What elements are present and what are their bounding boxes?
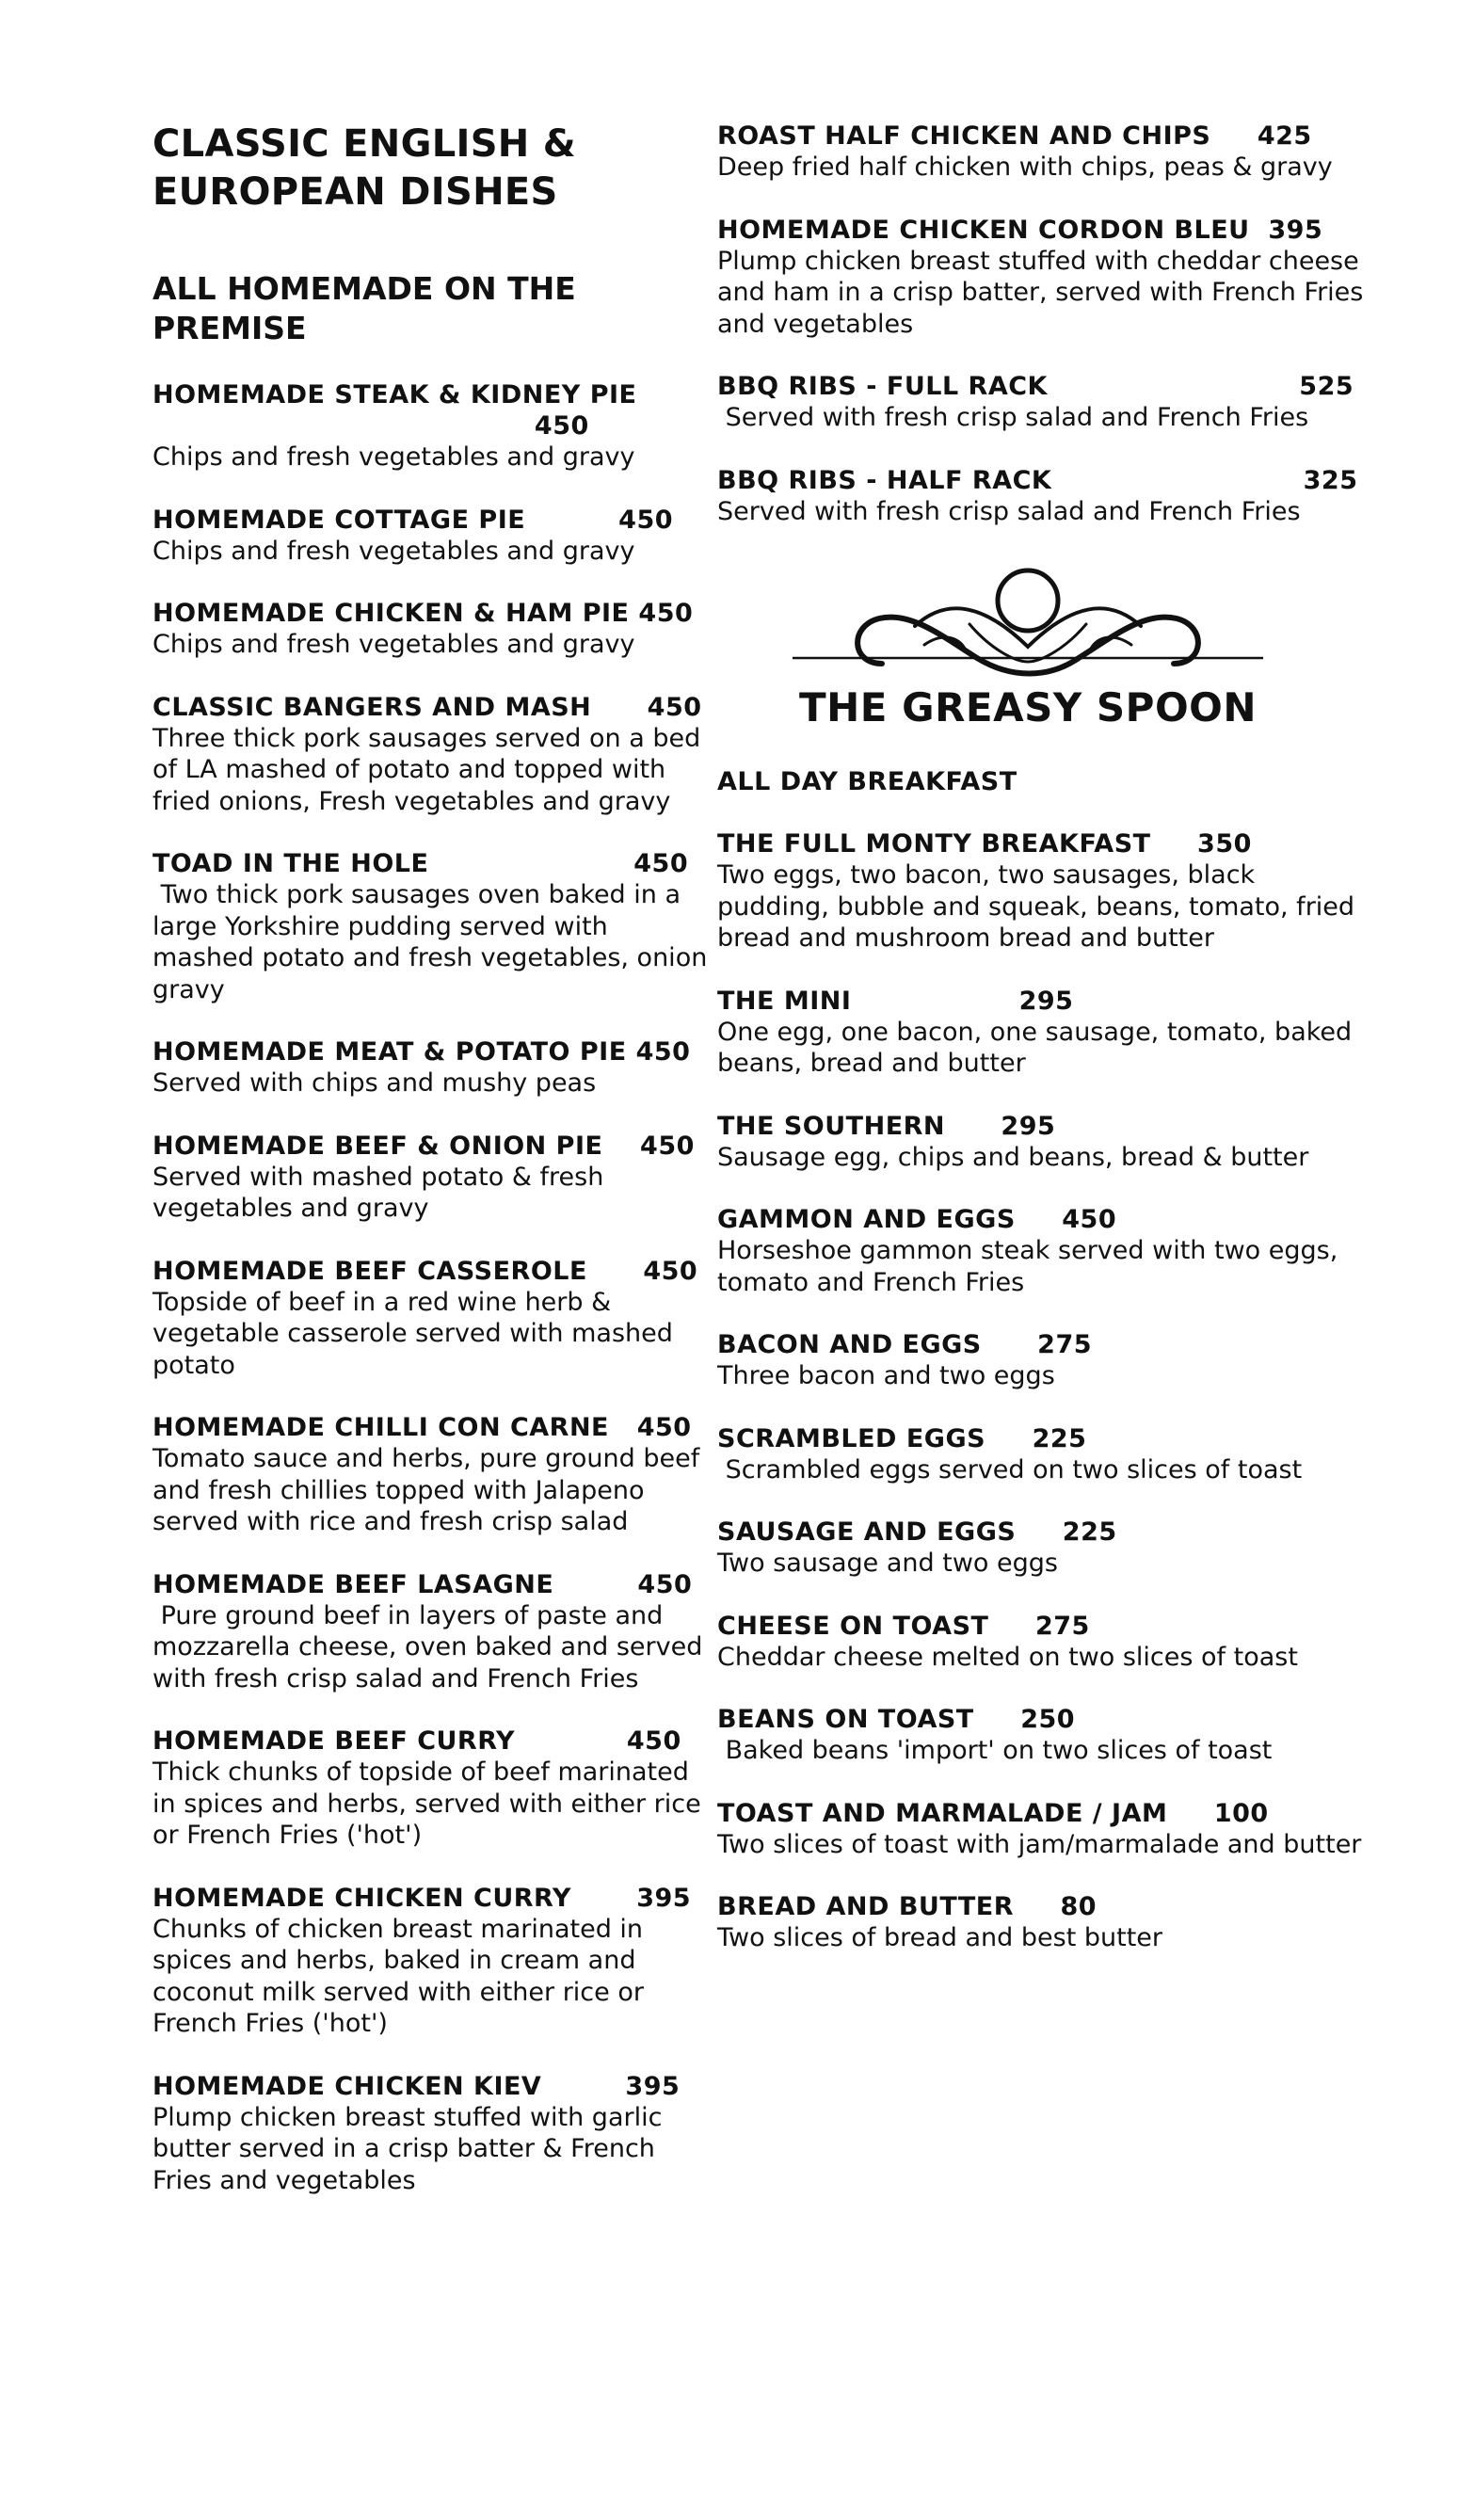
menu-item [152, 1256, 710, 1382]
menu-item [152, 598, 710, 661]
menu-item-name: BBQ RIBS - HALF RACK 325 [717, 465, 1358, 495]
menu-item [717, 1704, 1367, 1767]
menu-item-desc: Tomato sauce and herbs, pure ground beef and fresh chillies topped with Jalapeno served with rice and fresh crisp salad [152, 1444, 708, 1537]
menu-item-name: CLASSIC BANGERS AND MASH 450 [152, 692, 702, 722]
menu-item-name: GAMMON AND EGGS 450 [717, 1205, 1117, 1234]
menu-item-name: HOMEMADE CHICKEN CURRY 395 [152, 1883, 692, 1913]
menu-item [717, 1111, 1367, 1174]
menu-item-desc: Served with fresh crisp salad and French Fries [717, 496, 1301, 526]
menu-item-desc: Chunks of chicken breast marinated in spices and herbs, baked in cream and coconut milk served with either rice or French Fries ('hot') [152, 1914, 652, 2039]
menu-item-desc: Three bacon and two eggs [717, 1361, 1055, 1390]
menu-item-desc: Scrambled eggs served on two slices of toast [717, 1454, 1303, 1485]
menu-item [717, 1798, 1367, 1861]
menu-item-name: BREAD AND BUTTER 80 [717, 1892, 1097, 1921]
menu-item [152, 2071, 710, 2197]
menu-item-name: HOMEMADE BEEF CASSEROLE 450 [152, 1256, 698, 1286]
menu-item-desc: Pure ground beef in layers of paste and mozzarella cheese, oven baked and served with fresh crisp salad and French Fries [152, 1600, 711, 1693]
menu-item-desc: Served with mashed potato & fresh vegetables and gravy [152, 1162, 612, 1224]
menu-item-desc: Chips and fresh vegetables and gravy [152, 442, 635, 473]
menu-item-desc: Two sausage and two eggs [717, 1549, 1058, 1578]
menu-item [717, 371, 1367, 434]
menu-item-desc: Served with fresh crisp salad and French Fries [717, 403, 1309, 432]
menu-item-name: BEANS ON TOAST 250 [717, 1705, 1076, 1734]
menu-item-name: HOMEMADE MEAT & POTATO PIE 450 [152, 1037, 691, 1067]
menu-item-desc: Chips and fresh vegetables and gravy [152, 536, 635, 566]
menu-item-name: BBQ RIBS - FULL RACK 525 [717, 372, 1354, 401]
menu-item-name: TOAST AND MARMALADE / JAM 100 [717, 1798, 1269, 1828]
menu-item-name: HOMEMADE COTTAGE PIE 450 [152, 505, 674, 535]
menu-item-name: HOMEMADE CHILLI CON CARNE 450 [152, 1413, 692, 1443]
breakfast-section-heading: ALL DAY BREAKFAST [717, 767, 1017, 796]
menu-item-desc: Two slices of bread and best butter [717, 1923, 1163, 1952]
mains-list [717, 120, 1371, 527]
menu-item-desc: One egg, one bacon, one sausage, tomato, baked beans, bread and butter [717, 1017, 1360, 1078]
menu-item-name: SAUSAGE AND EGGS 225 [717, 1517, 1117, 1547]
menu-item-name: HOMEMADE STEAK & KIDNEY PIE 450 [152, 380, 637, 441]
menu-item-desc: Thick chunks of topside of beef marinated in spices and herbs, served with either rice or French Fries ('hot') [152, 1758, 710, 1851]
menu-item-desc: Three thick pork sausages served on a bed of LA mashed of potato and topped with fried onions, Fresh vegetables and gravy [152, 723, 709, 816]
menu-item [717, 1204, 1367, 1298]
menu-item [152, 1725, 710, 1852]
menu-item [152, 1569, 710, 1695]
menu-subtitle: ALL HOMEMADE ON THE PREMISE [152, 269, 576, 346]
menu-item [717, 215, 1371, 341]
menu-item-name: HOMEMADE CHICKEN & HAM PIE 450 [152, 599, 694, 629]
menu-item [717, 1517, 1367, 1580]
menu-item-name: ROAST HALF CHICKEN AND CHIPS 425 [717, 121, 1312, 151]
menu-item [717, 986, 1367, 1080]
menu-item-name: CHEESE ON TOAST 275 [717, 1611, 1090, 1641]
menu-item-desc: Topside of beef in a red wine herb & vegetable casserole served with mashed potato [152, 1287, 681, 1380]
menu-item [152, 1036, 710, 1099]
menu-item-desc: Plump chicken breast stuffed with cheddar cheese and ham in a crisp batter, served with French Fries and vegetables [717, 246, 1371, 339]
menu-item [152, 848, 715, 1005]
menu-item-desc: Chips and fresh vegetables and gravy [152, 630, 635, 660]
menu-item-desc: Served with chips and mushy peas [152, 1068, 597, 1099]
right-column [717, 120, 1371, 1985]
menu-item [152, 1131, 710, 1225]
menu-item-desc: Cheddar cheese melted on two slices of toast [717, 1642, 1298, 1672]
menu-item-desc: Plump chicken breast stuffed with garlic butter served in a crisp batter & French Fries and vegetables [152, 2102, 671, 2195]
menu-item-name: HOMEMADE BEEF & ONION PIE 450 [152, 1131, 695, 1161]
menu-item-desc: Horseshoe gammon steak served with two eggs, tomato and French Fries [717, 1236, 1346, 1297]
menu-item-name: SCRAMBLED EGGS 225 [717, 1423, 1087, 1453]
menu-item [717, 828, 1367, 955]
flourish-ornament-icon [793, 558, 1263, 681]
menu-item-name: THE MINI 295 [717, 986, 1074, 1016]
menu-item-desc: Deep fried half chicken with chips, peas & gravy [717, 152, 1333, 182]
menu-item-desc: Sausage egg, chips and beans, bread & butter [717, 1142, 1309, 1172]
menu-item-name: BACON AND EGGS 275 [717, 1330, 1093, 1359]
menu-item-name: THE SOUTHERN 295 [717, 1111, 1056, 1141]
menu-item [717, 1891, 1367, 1954]
menu-item [152, 1412, 710, 1538]
menu-item [152, 379, 710, 474]
menu-item [152, 505, 710, 568]
left-column [152, 120, 715, 2227]
menu-item-desc: Two slices of toast with jam/marmalade and butter [717, 1829, 1362, 1859]
menu-item-name: THE FULL MONTY BREAKFAST 350 [717, 829, 1252, 859]
menu-item-name: HOMEMADE BEEF LASAGNE 450 [152, 1569, 693, 1599]
restaurant-name: THE GREASY SPOON [799, 684, 1257, 730]
menu-item [717, 1423, 1367, 1486]
breakfast-list [717, 828, 1367, 1954]
menu-title: CLASSIC ENGLISH & EUROPEAN DISHES [152, 122, 576, 214]
menu-item-desc: Baked beans 'import' on two slices of toast [717, 1736, 1273, 1765]
menu-item-name: HOMEMADE CHICKEN KIEV 395 [152, 2071, 681, 2101]
menu-item [717, 1329, 1367, 1392]
menu-item-name: HOMEMADE CHICKEN CORDON BLEU 395 [717, 215, 1323, 245]
menu-item-desc: Two thick pork sausages oven baked in a large Yorkshire pudding served with mashed potato and fresh vegetables, onion gravy [152, 880, 715, 1004]
menu-item [717, 120, 1367, 184]
menu-item-name: HOMEMADE BEEF CURRY 450 [152, 1726, 681, 1757]
dish-list [152, 379, 715, 2196]
menu-item [717, 1611, 1367, 1674]
menu-item-name: TOAD IN THE HOLE 450 [152, 849, 689, 879]
menu-item [152, 692, 710, 818]
menu-item [152, 1883, 710, 2040]
menu-item [717, 465, 1367, 528]
menu-item-desc: Two eggs, two bacon, two sausages, black pudding, bubble and squeak, beans, tomato, fried bread and mushroom bread and butter [717, 860, 1363, 953]
